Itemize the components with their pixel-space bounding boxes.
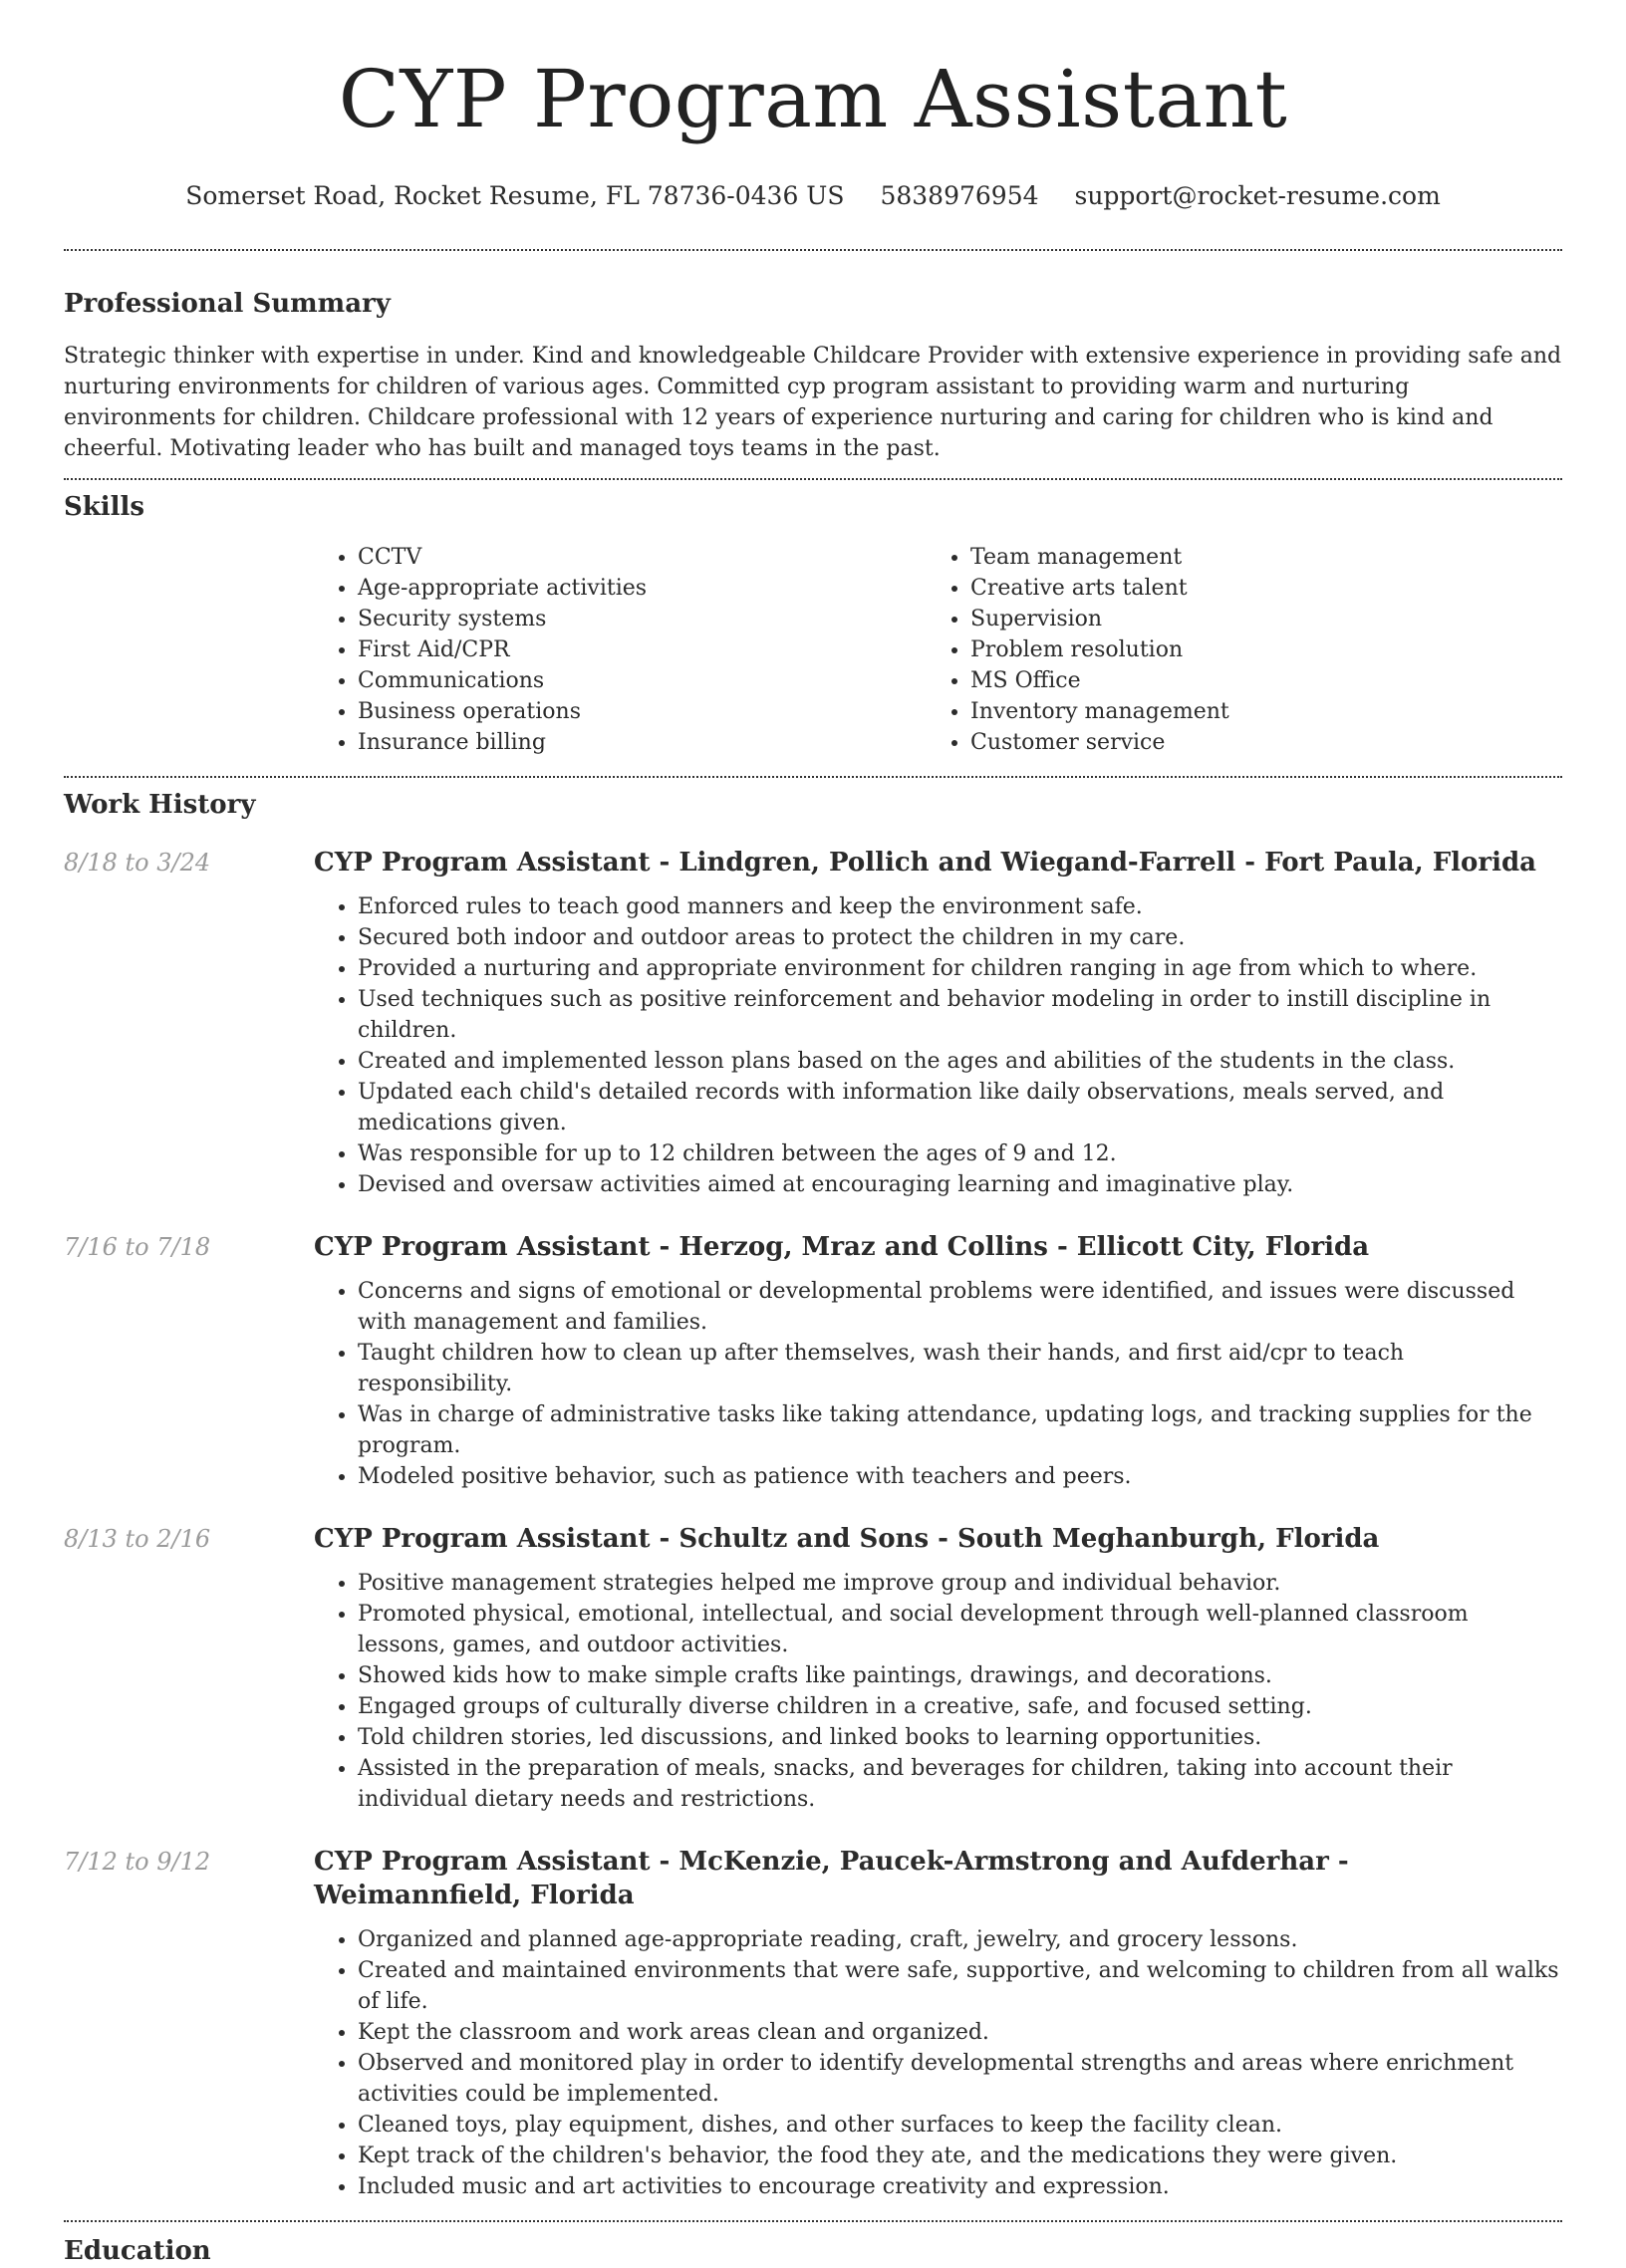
skills-list-left: [314, 542, 927, 758]
skill-item: • Team management: [970, 542, 1539, 573]
job-title: CYP Program Assistant - Schultz and Sons - South Meghanburgh, Florida: [314, 1524, 1380, 1554]
job-entry: [64, 846, 1562, 1200]
skills-section: [64, 490, 1562, 758]
job-dates: 8/18 to 3/24: [64, 849, 211, 877]
job-body: [314, 846, 1562, 1200]
job-dates: 7/12 to 9/12: [64, 1848, 211, 1876]
job-bullet: • Used techniques such as positive reinforcement and behavior modeling in order to instill discipline in children.: [358, 984, 1562, 1046]
job-title: CYP Program Assistant - Herzog, Mraz and Collins - Ellicott City, Florida: [314, 1232, 1370, 1262]
job-bullet: • Showed kids how to make simple crafts like paintings, drawings, and decorations.: [358, 1660, 1562, 1691]
job-bullet: • Assisted in the preparation of meals, snacks, and beverages for children, taking into account their individual dietary needs and restrictions.: [358, 1753, 1562, 1815]
job-bullet: • Concerns and signs of emotional or developmental problems were identified, and issues were discussed with management and families.: [358, 1276, 1562, 1338]
contact-line: [64, 179, 1562, 213]
summary-heading: Professional Summary: [64, 289, 391, 319]
skill-item: • MS Office: [970, 665, 1539, 696]
skill-item: • Customer service: [970, 727, 1539, 758]
skill-item: • Creative arts talent: [970, 573, 1539, 604]
summary-section: [64, 287, 1562, 464]
job-bullets: [314, 891, 1562, 1200]
contact-phone: 5838976954: [880, 181, 1039, 210]
job-body: [314, 1230, 1562, 1492]
job-bullet: • Secured both indoor and outdoor areas to protect the children in my care.: [358, 922, 1562, 953]
job-bullet: • Created and maintained environments that were safe, supportive, and welcoming to children from all walks of life.: [358, 1955, 1562, 2017]
skills-columns: [314, 542, 1562, 758]
job-bullet: • Taught children how to clean up after themselves, wash their hands, and first aid/cpr to teach responsibility.: [358, 1338, 1562, 1399]
job-bullet: • Engaged groups of culturally diverse children in a creative, safe, and focused setting.: [358, 1691, 1562, 1722]
divider: [64, 776, 1562, 778]
job-bullet: • Positive management strategies helped me improve group and individual behavior.: [358, 1568, 1562, 1599]
skill-item: • Security systems: [358, 604, 927, 634]
job-bullets: [314, 1568, 1562, 1815]
job-entry: [64, 1230, 1562, 1492]
summary-text: Strategic thinker with expertise in under. Kind and knowledgeable Childcare Provider with extensive experience in providing safe and nurturing environments for children of various ages. Committed cyp program assistant to providing warm and nurturing environments for children. Childcare professional with 12 years of experience nurturing and caring for children who is kind and cheerful. Motivating leader who has built and managed toys teams in the past.: [64, 344, 1562, 461]
job-bullet: • Organized and planned age-appropriate reading, craft, jewelry, and grocery lessons.: [358, 1924, 1562, 1955]
resume-name: CYP Program Assistant: [338, 53, 1288, 145]
job-bullet: • Updated each child's detailed records with information like daily observations, meals served, and medications given.: [358, 1077, 1562, 1138]
divider: [64, 249, 1562, 251]
skill-item: • Supervision: [970, 604, 1539, 634]
skill-item: • Inventory management: [970, 696, 1539, 727]
skill-item: • Problem resolution: [970, 634, 1539, 665]
job-bullet: • Provided a nurturing and appropriate environment for children ranging in age from which to where.: [358, 953, 1562, 984]
skills-list-right: [927, 542, 1539, 758]
work-section: [64, 788, 1562, 2202]
job-title: CYP Program Assistant - Lindgren, Pollich and Wiegand-Farrell - Fort Paula, Florida: [314, 848, 1537, 878]
job-bullet: • Observed and monitored play in order to identify developmental strengths and areas where enrichment activities could be implemented.: [358, 2048, 1562, 2110]
job-bullets: [314, 1276, 1562, 1492]
work-heading: Work History: [64, 790, 256, 820]
skill-item: • Age-appropriate activities: [358, 573, 927, 604]
job-body: [314, 1522, 1562, 1815]
resume-page: [64, 0, 1562, 2268]
education-section: [64, 2234, 1562, 2268]
job-bullet: • Was responsible for up to 12 children between the ages of 9 and 12.: [358, 1138, 1562, 1169]
divider: [64, 478, 1562, 480]
skill-item: • First Aid/CPR: [358, 634, 927, 665]
skill-item: • CCTV: [358, 542, 927, 573]
job-bullet: • Enforced rules to teach good manners and keep the environment safe.: [358, 891, 1562, 922]
job-bullet: • Told children stories, led discussions, and linked books to learning opportunities.: [358, 1722, 1562, 1753]
job-bullet: • Kept track of the children's behavior, the food they ate, and the medications they were given.: [358, 2141, 1562, 2171]
job-bullets: [314, 1924, 1562, 2202]
job-bullet: • Cleaned toys, play equipment, dishes, and other surfaces to keep the facility clean.: [358, 2110, 1562, 2141]
skill-item: • Insurance billing: [358, 727, 927, 758]
job-dates: 8/13 to 2/16: [64, 1525, 211, 1553]
job-bullet: • Created and implemented lesson plans based on the ages and abilities of the students in the class.: [358, 1046, 1562, 1077]
job-title: CYP Program Assistant - McKenzie, Paucek-Armstrong and Aufderhar - Weimannfield, Florida: [314, 1847, 1349, 1910]
job-bullet: • Devised and oversaw activities aimed at encouraging learning and imaginative play.: [358, 1169, 1562, 1200]
contact-address: Somerset Road, Rocket Resume, FL 78736-0436 US: [185, 181, 845, 210]
job-entry: [64, 1845, 1562, 2202]
job-entry: [64, 1522, 1562, 1815]
skill-item: • Communications: [358, 665, 927, 696]
job-dates: 7/16 to 7/18: [64, 1233, 211, 1261]
job-bullet: • Included music and art activities to encourage creativity and expression.: [358, 2171, 1562, 2202]
job-bullet: • Promoted physical, emotional, intellectual, and social development through well-planned classroom lessons, games, and outdoor activities.: [358, 1599, 1562, 1660]
job-body: [314, 1845, 1562, 2202]
skills-heading: Skills: [64, 492, 145, 522]
job-bullet: • Modeled positive behavior, such as patience with teachers and peers.: [358, 1461, 1562, 1492]
job-bullet: • Kept the classroom and work areas clean and organized.: [358, 2017, 1562, 2048]
skill-item: • Business operations: [358, 696, 927, 727]
education-heading: Education: [64, 2236, 211, 2266]
divider: [64, 2220, 1562, 2222]
contact-email: support@rocket-resume.com: [1074, 181, 1441, 210]
job-bullet: • Was in charge of administrative tasks like taking attendance, updating logs, and tracking supplies for the program.: [358, 1399, 1562, 1461]
